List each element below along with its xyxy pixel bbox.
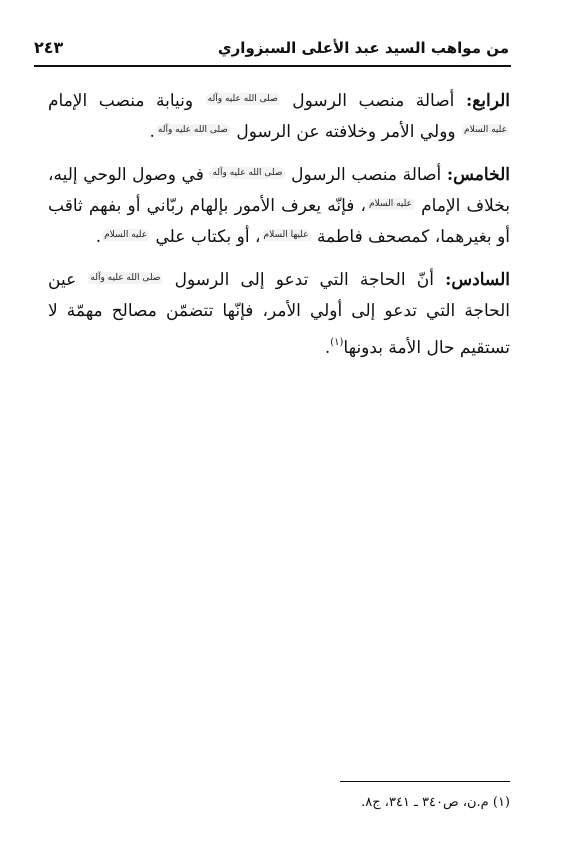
prophet-honorific-icon: صلى الله عليه وآله: [212, 168, 283, 178]
paragraph-text: في وصول الوحي إليه، بخلاف الإمام: [48, 165, 510, 216]
imam-honorific-icon: عليه السلام: [369, 199, 412, 209]
paragraph-fourth: [48, 86, 510, 148]
paragraph-text: ، أو بكتاب علي: [155, 227, 261, 247]
prophet-honorific-icon: صلى الله عليه وآله: [207, 94, 278, 104]
footnote-rule: [340, 781, 510, 782]
prophet-honorific-icon: صلى الله عليه وآله: [157, 125, 228, 135]
paragraph-text: وولي الأمر وخلافته عن الرسول: [236, 122, 456, 142]
paragraph-text: أصالة منصب الرسول: [292, 91, 455, 111]
paragraph-label: الخامس:: [446, 165, 510, 185]
paragraph-text: أصالة منصب الرسول: [291, 165, 442, 185]
paragraph-text: .: [149, 122, 155, 142]
page-header: [34, 36, 509, 64]
paragraph-text: .: [95, 227, 102, 247]
paragraph-text: عين الحاجة التي تدعو إلى أولي الأمر، فإنّها تتضمّن مصالح مهمّة لا تستقيم حال الأمة بدونها: [48, 270, 510, 358]
paragraph-label: الرابع:: [465, 91, 510, 111]
paragraph-text: .: [324, 338, 331, 358]
paragraph-text: ، فإنّه يعرف الأمور بإلهام ربّاني أو بفهم ثاقب أو بغيرهما، كمصحف فاطمة: [48, 196, 510, 247]
imam-honorific-icon: عليه السلام: [104, 230, 148, 240]
page-number: ٢٤٣: [34, 38, 64, 57]
footnote: (١) م.ن، ص٣٤٠ ـ ٣٤١، ج٨.: [361, 795, 510, 810]
footnote-reference: (١): [330, 337, 344, 348]
book-title: من مواهب السيد عبد الأعلى السبزواري: [217, 39, 509, 57]
imam-honorific-icon: عليه السلام: [464, 125, 507, 135]
prophet-honorific-icon: صلى الله عليه وآله: [90, 273, 161, 283]
fatima-honorific-icon: عليها السلام: [263, 230, 309, 240]
body-text: [48, 86, 510, 376]
header-rule: [34, 65, 511, 67]
paragraph-text: ونيابة منصب الإمام: [48, 91, 194, 111]
paragraph-sixth: [48, 265, 510, 364]
paragraph-label: السادس:: [445, 270, 511, 290]
paragraph-fifth: [48, 160, 510, 253]
paragraph-text: أنّ الحاجة التي تدعو إلى الرسول: [174, 270, 434, 290]
